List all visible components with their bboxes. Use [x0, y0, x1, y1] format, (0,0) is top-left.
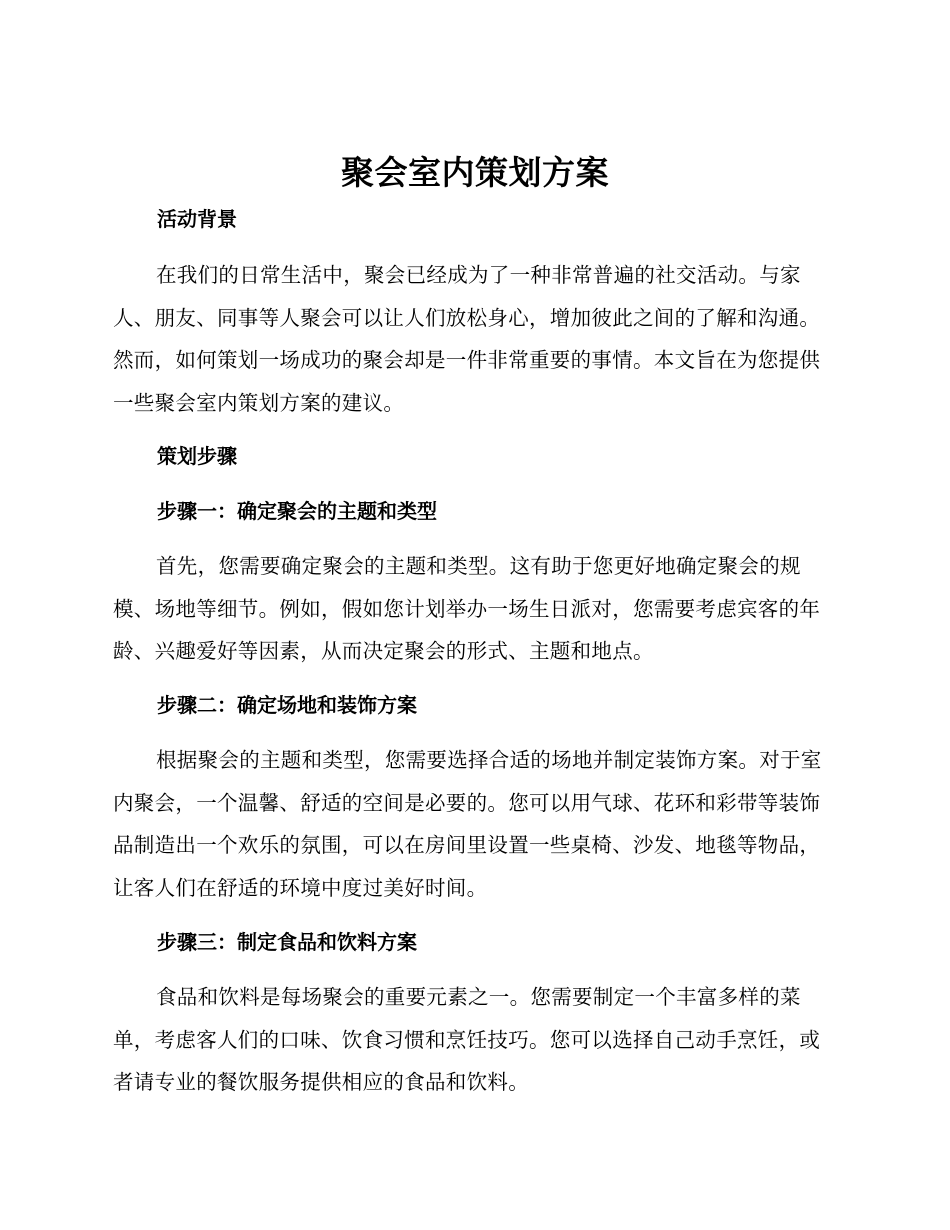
step1-heading: 步骤一：确定聚会的主题和类型 — [157, 499, 437, 523]
section-heading-background: 活动背景 — [157, 207, 237, 231]
step2-heading: 步骤二：确定场地和装饰方案 — [157, 693, 417, 717]
step2-paragraph: 根据聚会的主题和类型，您需要选择合适的场地并制定装饰方案。对于室内聚会，一个温馨、舒适的空间是必要的。您可以用气球、花环和彩带等装饰品制造出一个欢乐的氛围，可以在房间里设置一些桌椅、沙发、地毯等物品，让客人们在舒适的环境中度过美好时间。 — [113, 748, 822, 900]
paragraph-background: 在我们的日常生活中，聚会已经成为了一种非常普遍的社交活动。与家人、朋友、同事等人聚会可以让人们放松身心，增加彼此之间的了解和沟通。然而，如何策划一场成功的聚会却是一件非常重要的事情。本文旨在为您提供一些聚会室内策划方案的建议。 — [113, 263, 821, 415]
document-title: 聚会室内策划方案 — [341, 153, 609, 192]
step3-paragraph: 食品和饮料是每场聚会的重要元素之一。您需要制定一个丰富多样的菜单，考虑客人们的口味、饮食习惯和烹饪技巧。您可以选择自己动手烹饪，或者请专业的餐饮服务提供相应的食品和饮料。 — [113, 985, 821, 1094]
step3-heading: 步骤三：制定食品和饮料方案 — [157, 930, 417, 954]
section-heading-steps: 策划步骤 — [157, 444, 237, 468]
step1-paragraph: 首先，您需要确定聚会的主题和类型。这有助于您更好地确定聚会的规模、场地等细节。例如，假如您计划举办一场生日派对，您需要考虑宾客的年龄、兴趣爱好等因素，从而决定聚会的形式、主题和地点。 — [113, 554, 821, 663]
